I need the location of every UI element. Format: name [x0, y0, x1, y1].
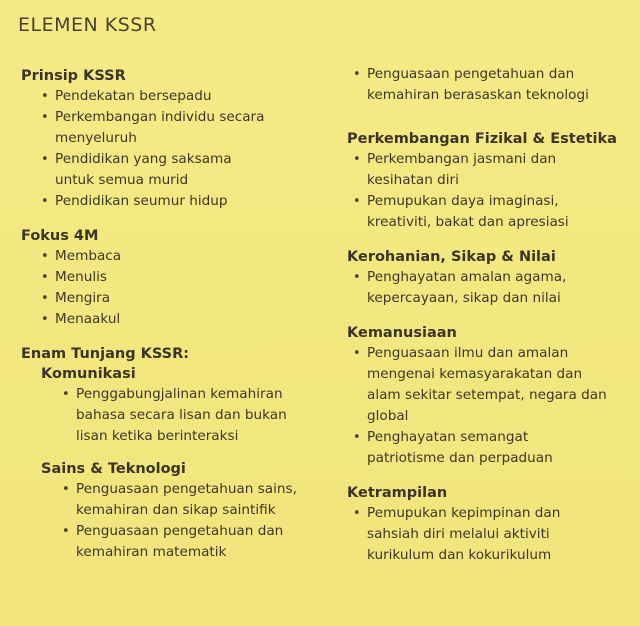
section-heading: Enam Tunjang KSSR: — [21, 346, 190, 362]
list-item: • Menaakul — [21, 309, 331, 330]
list-item: • Penguasaan pengetahuan dan kemahiran berasaskan teknologi — [347, 64, 607, 106]
subsection-heading: Komunikasi — [41, 366, 136, 382]
right-column — [347, 64, 632, 580]
list-item: • Pendidikan seumur hidup — [21, 191, 305, 212]
komunikasi-list — [21, 384, 331, 447]
section-tunjang — [21, 344, 331, 563]
list-item: • Menulis — [21, 267, 331, 288]
sains-list — [21, 479, 331, 563]
left-column — [21, 66, 331, 577]
list-item: • Penguasaan ilmu dan amalan mengenai kemasyarakatan dan alam sekitar setempat, negara dan global — [347, 343, 607, 427]
list-item: • Penghayatan semangat patriotisme dan perpaduan — [347, 427, 587, 469]
list-item: • Penggabungjalinan kemahiran bahasa secara lisan dan bukan lisan ketika berinteraksi — [21, 384, 316, 447]
subsection-heading: Sains & Teknologi — [41, 461, 186, 477]
list-item: • Mengira — [21, 288, 331, 309]
fizikal-list — [347, 149, 632, 233]
list-item: • Penguasaan pengetahuan sains, kemahiran dan sikap saintifik — [21, 479, 316, 521]
list-item: • Pemupukan kepimpinan dan sahsiah diri melalui aktiviti kurikulum dan kokurikulum — [347, 503, 607, 566]
list-item: • Perkembangan individu secara menyeluruh — [21, 107, 305, 149]
list-item: • Pemupukan daya imaginasi, kreativiti, bakat dan apresiasi — [347, 191, 597, 233]
list-item: • Pendidikan yang saksama untuk semua murid — [21, 149, 265, 191]
page-title: ELEMEN KSSR — [18, 14, 157, 36]
section-heading: Fokus 4M — [21, 228, 99, 244]
kerohanian-list — [347, 267, 632, 309]
section-heading: Perkembangan Fizikal & Estetika — [347, 131, 617, 147]
section-heading: Ketrampilan — [347, 485, 448, 501]
ketrampilan-list — [347, 503, 632, 566]
section-heading: Kerohanian, Sikap & Nilai — [347, 249, 556, 265]
list-item: • Penguasaan pengetahuan dan kemahiran matematik — [21, 521, 301, 563]
section-kemanusiaan — [347, 323, 632, 469]
list-item: • Penghayatan amalan agama, kepercayaan, sikap dan nilai — [347, 267, 607, 309]
list-item: • Membaca — [21, 246, 331, 267]
section-heading: Kemanusiaan — [347, 325, 457, 341]
prinsip-list — [21, 86, 331, 212]
section-kerohanian — [347, 247, 632, 309]
list-item: • Pendekatan bersepadu — [21, 86, 305, 107]
list-item: • Perkembangan jasmani dan kesihatan diri — [347, 149, 577, 191]
section-prinsip — [21, 66, 331, 212]
section-ketrampilan — [347, 483, 632, 566]
section-heading: Prinsip KSSR — [21, 68, 126, 84]
section-fizikal — [347, 129, 632, 233]
continued-list — [347, 64, 632, 106]
section-fokus — [21, 226, 331, 330]
fokus-list — [21, 246, 331, 330]
kemanusiaan-list — [347, 343, 632, 469]
